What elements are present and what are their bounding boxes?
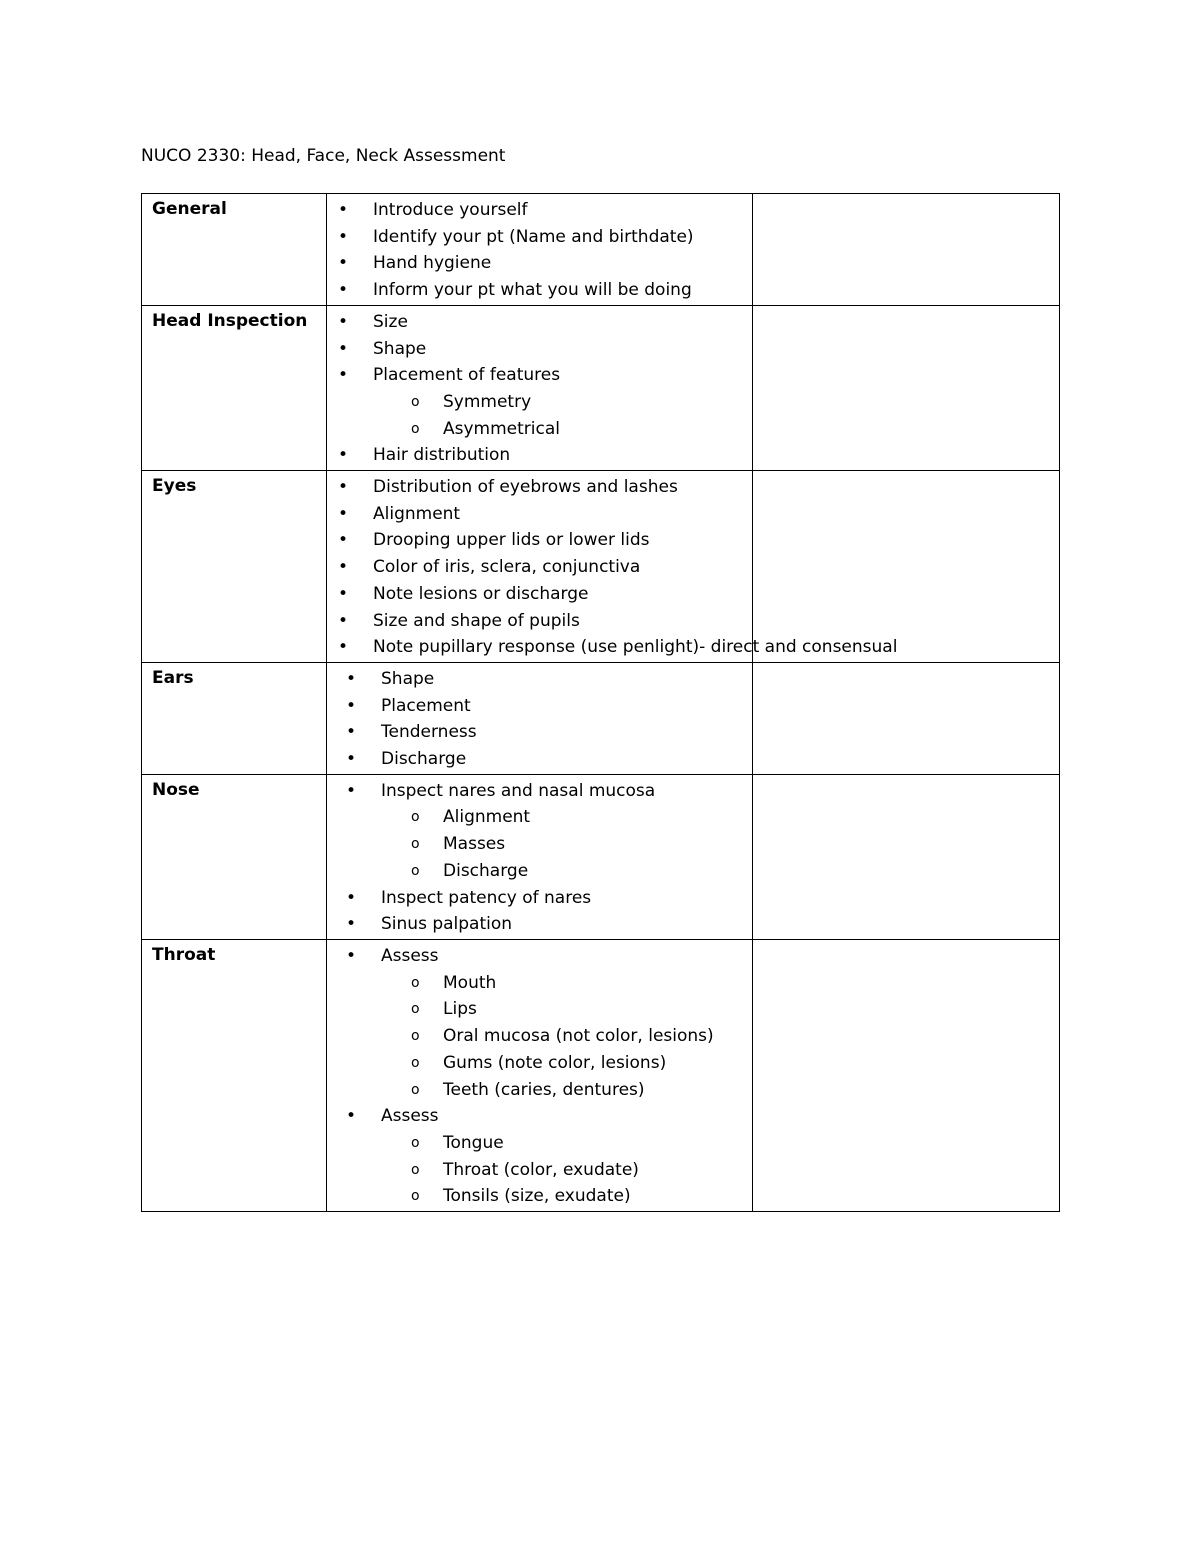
sub-list-item: o Tongue — [327, 1130, 752, 1157]
checklist — [327, 306, 752, 470]
list-item: • Shape — [327, 666, 752, 693]
assessment-row-throat — [142, 939, 1060, 1211]
checklist — [327, 940, 752, 1211]
list-item: • Sinus palpation — [327, 911, 752, 938]
list-item: • Hair distribution — [327, 442, 752, 469]
checklist — [327, 471, 898, 662]
list-item: • Inspect patency of nares — [327, 885, 752, 912]
sub-list-item: o Mouth — [327, 970, 752, 997]
category-cell: Nose — [142, 774, 327, 939]
list-item: • Tenderness — [327, 719, 752, 746]
list-item: • Inform your pt what you will be doing — [327, 277, 752, 304]
sub-list-item: o Asymmetrical — [327, 416, 752, 443]
list-item: • Assess — [327, 943, 752, 970]
category-cell: Head Inspection — [142, 305, 327, 470]
list-item: • Discharge — [327, 746, 752, 773]
assessment-row-head-inspection — [142, 305, 1060, 470]
category-cell: Ears — [142, 662, 327, 774]
checklist-cell — [327, 194, 753, 306]
list-item: • Assess — [327, 1103, 752, 1130]
list-item: • Alignment — [327, 501, 752, 528]
list-item: • Drooping upper lids or lower lids — [327, 527, 752, 554]
sub-list-item: o Oral mucosa (not color, lesions) — [327, 1023, 752, 1050]
sub-list-item: o Gums (note color, lesions) — [327, 1050, 752, 1077]
list-item: • Inspect nares and nasal mucosa — [327, 778, 752, 805]
notes-cell[interactable] — [753, 774, 1060, 939]
notes-cell[interactable] — [753, 939, 1060, 1211]
sub-list-item: o Alignment — [327, 804, 752, 831]
checklist-cell — [327, 662, 753, 774]
list-item: • Introduce yourself — [327, 197, 752, 224]
notes-cell[interactable] — [753, 662, 1060, 774]
notes-cell[interactable] — [753, 194, 1060, 306]
notes-cell[interactable] — [753, 471, 1060, 663]
list-item: • Note pupillary response (use penlight)- direct and consensual — [327, 634, 752, 661]
category-cell: Eyes — [142, 471, 327, 663]
checklist-cell — [327, 471, 898, 663]
list-item: • Hand hygiene — [327, 250, 752, 277]
list-item: • Color of iris, sclera, conjunctiva — [327, 554, 752, 581]
assessment-table-body — [142, 194, 1060, 1212]
sub-list-item: o Teeth (caries, dentures) — [327, 1077, 752, 1104]
checklist — [327, 775, 752, 939]
category-cell: General — [142, 194, 327, 306]
sub-list-item: o Masses — [327, 831, 752, 858]
sub-list-item: o Throat (color, exudate) — [327, 1157, 752, 1184]
sub-list-item: o Discharge — [327, 858, 752, 885]
list-item: • Size — [327, 309, 752, 336]
assessment-row-general — [142, 194, 1060, 306]
list-item: • Size and shape of pupils — [327, 608, 752, 635]
list-item: • Placement — [327, 693, 752, 720]
document-title: NUCO 2330: Head, Face, Neck Assessment — [141, 146, 506, 166]
assessment-row-eyes — [142, 471, 1060, 663]
list-item: • Distribution of eyebrows and lashes — [327, 474, 752, 501]
category-cell: Throat — [142, 939, 327, 1211]
checklist — [327, 194, 752, 305]
list-item: • Note lesions or discharge — [327, 581, 752, 608]
checklist-cell — [327, 939, 753, 1211]
sub-list-item: o Lips — [327, 996, 752, 1023]
list-item: • Shape — [327, 336, 752, 363]
sub-list-item: o Tonsils (size, exudate) — [327, 1183, 752, 1210]
sub-list-item: o Symmetry — [327, 389, 752, 416]
assessment-row-nose — [142, 774, 1060, 939]
checklist — [327, 663, 752, 774]
notes-cell[interactable] — [753, 305, 1060, 470]
list-item: • Placement of features — [327, 362, 752, 389]
assessment-row-ears — [142, 662, 1060, 774]
checklist-cell — [327, 774, 753, 939]
list-item: • Identify your pt (Name and birthdate) — [327, 224, 752, 251]
assessment-table — [141, 193, 1060, 1212]
checklist-cell — [327, 305, 753, 470]
